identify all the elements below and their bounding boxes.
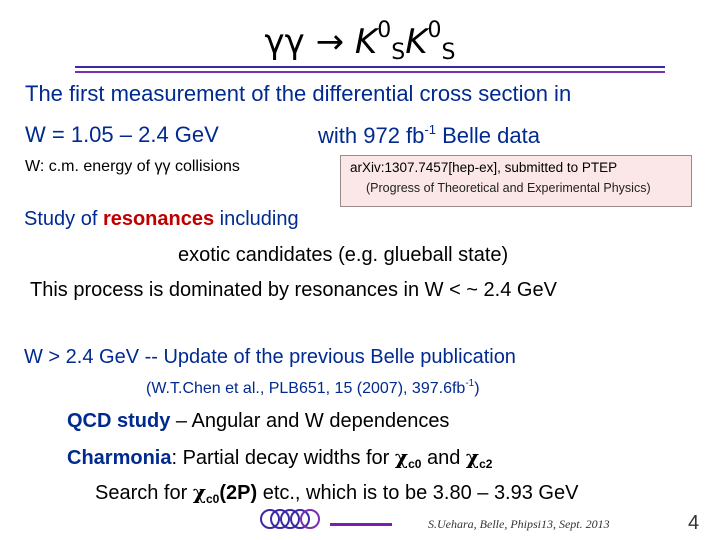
chi-c2-sub: c2 bbox=[479, 457, 493, 471]
update-reference bbox=[146, 378, 480, 398]
arxiv-reference: arXiv:1307.7457[hep-ex], submitted to PTEP bbox=[350, 160, 618, 175]
update-ref-pre: (W.T.Chen et al., PLB651, 15 (2007), 397.6fb bbox=[146, 380, 466, 397]
update-ref-post: ) bbox=[474, 380, 480, 397]
journal-name: (Progress of Theoretical and Experimental Physics) bbox=[366, 181, 651, 195]
title-gamma-gamma: γγ bbox=[264, 22, 305, 62]
page-number: 4 bbox=[688, 512, 700, 534]
charmonia-and: and bbox=[421, 447, 466, 469]
search-suffix: etc., which is to be 3.80 – 3.93 GeV bbox=[257, 482, 579, 504]
study-suffix: including bbox=[214, 208, 299, 230]
title-k2: K bbox=[405, 22, 428, 62]
lumi-pre: with 972 fb bbox=[318, 123, 425, 148]
charmonia-label: Charmonia bbox=[67, 447, 172, 469]
intro-energy-range: W = 1.05 – 2.4 GeV bbox=[25, 122, 219, 147]
title-underline-second bbox=[75, 71, 665, 73]
chi-c0-sub: c0 bbox=[408, 457, 422, 471]
chi-glyph-2: χ bbox=[465, 445, 480, 469]
title-underline bbox=[75, 66, 665, 68]
chi-glyph-3: χ bbox=[192, 480, 206, 504]
qcd-text: – Angular and W dependences bbox=[170, 410, 450, 432]
study-line2: exotic candidates (e.g. glueball state) bbox=[178, 244, 509, 266]
qcd-line bbox=[67, 410, 449, 433]
intro-line1: The first measurement of the differential cross section in bbox=[25, 81, 572, 106]
update-line1: W > 2.4 GeV -- Update of the previous Belle publication bbox=[24, 346, 516, 368]
chi-c0-2p-symbol bbox=[193, 480, 220, 504]
study-line1 bbox=[24, 208, 299, 231]
search-prefix: Search for bbox=[95, 482, 193, 504]
belle-rings-logo bbox=[258, 508, 322, 530]
update-ref-sup: -1 bbox=[465, 378, 475, 389]
study-line3: This process is dominated by resonances in W < ~ 2.4 GeV bbox=[30, 279, 557, 301]
title-sup1: 0 bbox=[377, 18, 392, 43]
study-prefix: Study of bbox=[24, 208, 103, 230]
title-arrow: → bbox=[315, 22, 345, 62]
footer-bar bbox=[330, 523, 392, 526]
w-definition: W: c.m. energy of γγ collisions bbox=[25, 158, 240, 175]
lumi-post: Belle data bbox=[435, 123, 540, 148]
slide-title bbox=[0, 18, 720, 65]
lumi-sup: -1 bbox=[424, 122, 436, 137]
chi-glyph: χ bbox=[394, 445, 409, 469]
search-state: (2P) bbox=[219, 482, 258, 504]
title-sub1: S bbox=[391, 40, 406, 65]
search-chi-sub: c0 bbox=[205, 492, 220, 506]
title-k1: K bbox=[354, 22, 378, 62]
study-highlight: resonances bbox=[102, 208, 215, 230]
title-sub2: S bbox=[441, 40, 456, 65]
footer-credit: S.Uehara, Belle, Phipsi13, Sept. 2013 bbox=[428, 517, 610, 531]
chi-c2-symbol bbox=[466, 445, 493, 469]
title-sup2: 0 bbox=[427, 18, 442, 43]
chi-c0-symbol bbox=[395, 445, 422, 469]
qcd-label: QCD study bbox=[67, 410, 171, 432]
intro-luminosity bbox=[318, 122, 540, 149]
charmonia-line bbox=[67, 445, 492, 471]
search-line bbox=[95, 480, 578, 506]
charmonia-text: : Partial decay widths for bbox=[171, 447, 395, 469]
